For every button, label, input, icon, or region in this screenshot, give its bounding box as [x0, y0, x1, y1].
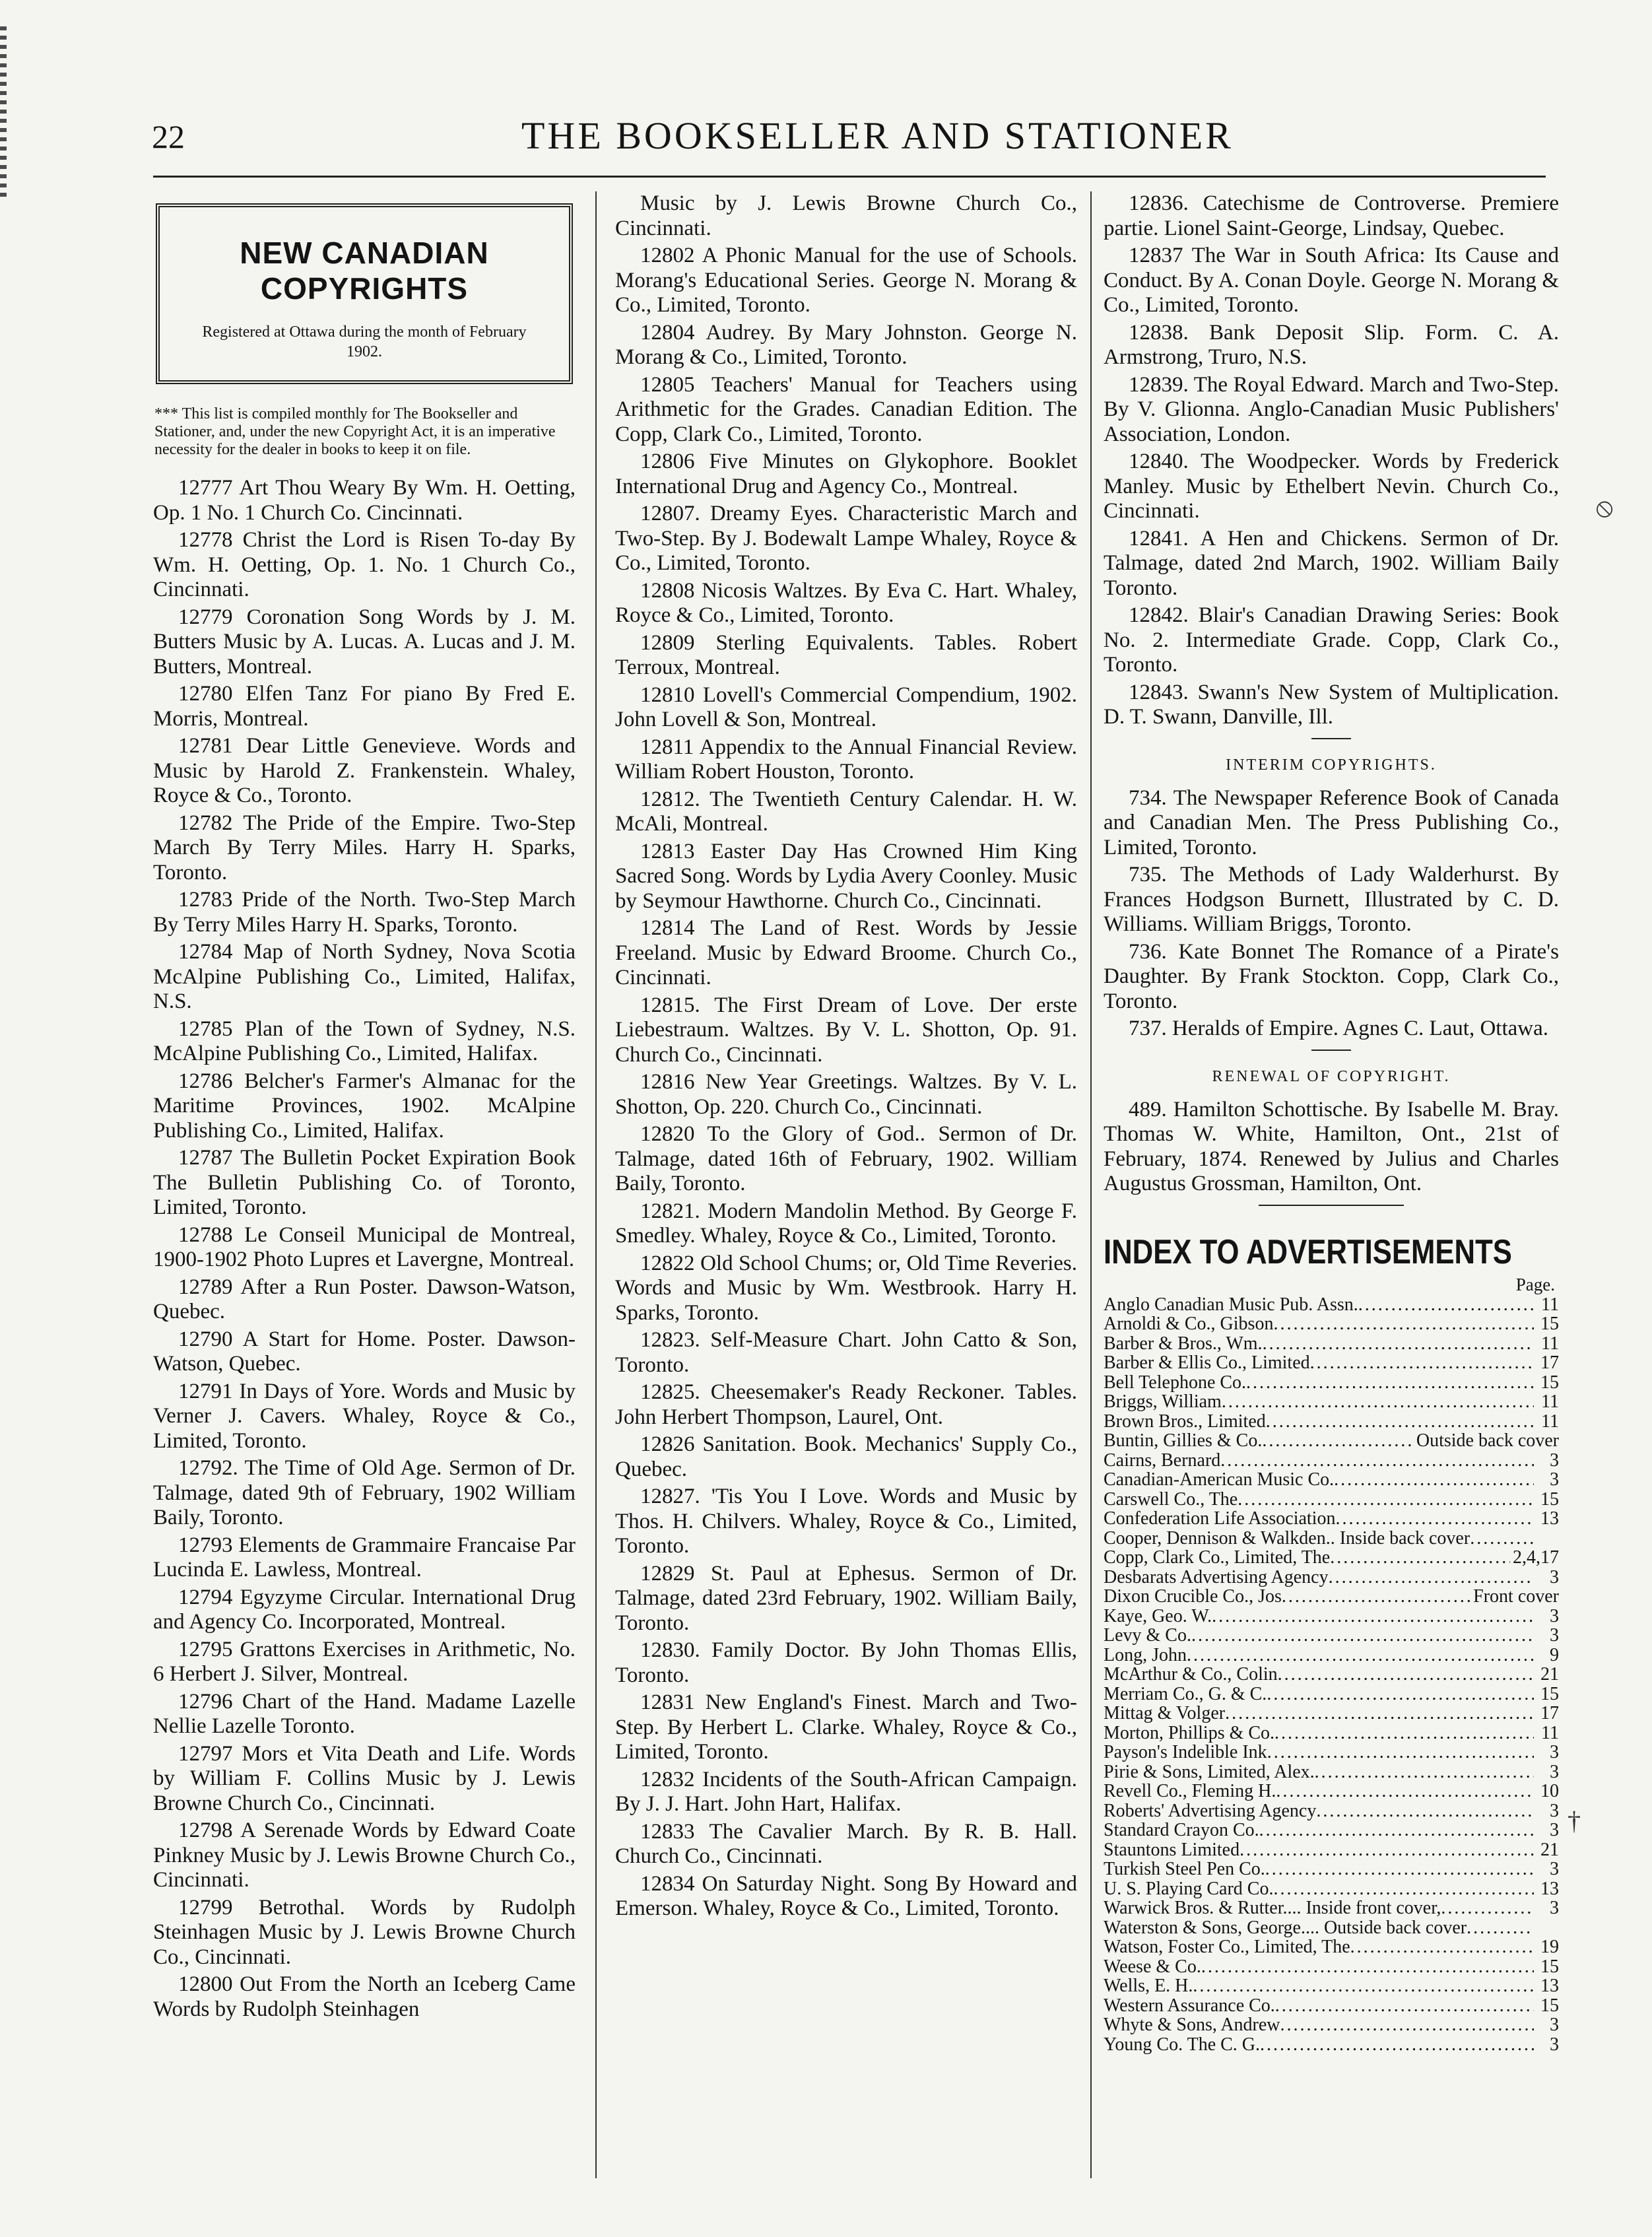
copyrights-notice-box [156, 203, 573, 384]
advertiser-page: 17 [1540, 1352, 1559, 1373]
advertiser-name: Canadian-American Music Co. [1104, 1469, 1335, 1490]
column-1 [153, 191, 576, 2178]
leader-dots [1191, 1626, 1534, 1646]
copyright-entry: 12785 Plan of the Town of Sydney, N.S. McAlpine Publishing Co., Limited, Halifax. [153, 1017, 576, 1065]
leader-dots [1282, 1587, 1470, 1607]
advertiser-name: Merriam Co., G. & C. [1104, 1683, 1267, 1704]
index-row [1104, 1820, 1559, 1840]
renewal-heading: RENEWAL OF COPYRIGHT. [1212, 1067, 1451, 1085]
index-row [1104, 1314, 1559, 1334]
index-row [1104, 1665, 1559, 1685]
advertiser-page: 11 [1541, 1411, 1559, 1432]
copyright-entry: 12823. Self-Measure Chart. John Catto & Son, Toronto. [615, 1328, 1077, 1377]
leader-dots [1330, 1548, 1510, 1568]
index-row [1104, 1782, 1559, 1801]
advertiser-page: 9 [1550, 1644, 1559, 1665]
copyright-entry: 12815. The First Dream of Love. Der erste Liebestraum. Waltzes. By V. L. Shotton, Op. 91. Church Co., Cincinnati. [615, 993, 1077, 1067]
copyright-entry: 12809 Sterling Equivalents. Tables. Robert Terroux, Montreal. [615, 630, 1077, 679]
index-row [1104, 1587, 1559, 1607]
copyright-entry: 12795 Grattons Exercises in Arithmetic, No. 6 Herbert J. Silver, Montreal. [153, 1637, 576, 1686]
index-row [1104, 1743, 1559, 1762]
advertiser-page: 3 [1550, 2015, 1559, 2035]
advertiser-page: 3 [1550, 1859, 1559, 1879]
interim-entry: 734. The Newspaper Reference Book of Canada and Canadian Men. The Press Publishing Co., Limited, Toronto. [1104, 785, 1559, 859]
leader-dots [1350, 1937, 1534, 1957]
index-row [1104, 1334, 1559, 1354]
index-row [1104, 1392, 1559, 1412]
index-row [1104, 1431, 1559, 1451]
advertiser-page: 15 [1540, 1314, 1559, 1334]
copyright-entry: 12839. The Royal Edward. March and Two-Step. By V. Glionna. Anglo-Canadian Music Publishers' Association, London. [1104, 372, 1559, 446]
leader-dots [1260, 2035, 1534, 2055]
interim-entries [1104, 786, 1559, 1042]
copyright-entry: 12843. Swann's New System of Multiplication. D. T. Swann, Danville, Ill. [1104, 680, 1559, 729]
advertiser-page: 15 [1540, 1372, 1559, 1393]
advertiser-page: 21 [1540, 1664, 1559, 1685]
advertiser-page: 21 [1540, 1839, 1559, 1860]
index-row [1104, 1490, 1559, 1510]
advertiser-name: Western Assurance Co. [1104, 1995, 1275, 2016]
advertiser-page: 2,4,17 [1513, 1547, 1559, 1568]
copyright-entry: 12831 New England's Finest. March and Two-Step. By Herbert L. Clarke. Whaley, Royce & Co., Limited, Toronto. [615, 1690, 1077, 1764]
index-row [1104, 1373, 1559, 1393]
copyright-entry: 12799 Betrothal. Words by Rudolph Steinhagen Music by J. Lewis Browne Church Co., Cincinnati. [153, 1895, 576, 1969]
advertiser-name: Payson's Indelible Ink [1104, 1742, 1267, 1762]
copyright-entry: 12797 Mors et Vita Death and Life. Words by William F. Collins Music by J. Lewis Browne Church Co., Cincinnati. [153, 1741, 576, 1815]
leader-dots [1187, 1646, 1534, 1665]
section-rule [1311, 1050, 1351, 1051]
advertiser-name: Briggs, William [1104, 1391, 1222, 1412]
index-row [1104, 1529, 1559, 1549]
copyright-entry: 12778 Christ the Lord is Risen To-day By Wm. H. Oetting, Op. 1. No. 1 Church Co., Cincinnati. [153, 528, 576, 601]
journal-title: THE BOOKSELLER AND STATIONER [521, 114, 1234, 157]
advertiser-page: 3 [1550, 1625, 1559, 1646]
notice-subtitle: Registered at Ottawa during the month of February 1902. [202, 323, 527, 360]
column-divider [1090, 191, 1092, 2178]
advertiser-name: Weese & Co. [1104, 1956, 1201, 1977]
index-row [1104, 1801, 1559, 1821]
margin-mark-icon: ⦸ [1596, 492, 1614, 522]
leader-dots [1280, 2015, 1534, 2035]
advertiser-page: 15 [1540, 1488, 1559, 1510]
copyright-entry: 12789 After a Run Poster. Dawson-Watson, Quebec. [153, 1275, 576, 1323]
advertiser-name: Arnoldi & Co., Gibson [1104, 1314, 1274, 1334]
advertiser-name: Confederation Life Association [1104, 1508, 1336, 1529]
column-3 [1104, 191, 1559, 2178]
index-row [1104, 1295, 1559, 1315]
index-row [1104, 1898, 1559, 1918]
advertiser-name: Long, John [1104, 1644, 1187, 1665]
copyright-entry: 12780 Elfen Tanz For piano By Fred E. Morris, Montreal. [153, 682, 576, 731]
advertiser-name: Carswell Co., The [1104, 1488, 1238, 1510]
advertiser-name: Mittag & Volger [1104, 1703, 1226, 1723]
index-row [1104, 1957, 1559, 1977]
index-row [1104, 1470, 1559, 1490]
copyright-entry: 12793 Elements de Grammaire Francaise Par Lucinda E. Lawless, Montreal. [153, 1533, 576, 1582]
index-row [1104, 1937, 1559, 1957]
column-2-entries [615, 191, 1077, 1921]
leader-dots [1274, 1723, 1534, 1743]
leader-dots [1225, 1704, 1534, 1723]
advertiser-page: 3 [1550, 1566, 1559, 1587]
advertiser-page: 3 [1550, 1761, 1559, 1782]
leader-dots [1358, 1295, 1534, 1315]
copyright-entry: 12813 Easter Day Has Crowned Him King Sacred Song. Words by Lydia Avery Coonley. Music by Seymour Hawthorne. Church Co., Cincinnati. [615, 839, 1077, 913]
leader-dots [1467, 1918, 1534, 1938]
index-row [1104, 1353, 1559, 1373]
advertiser-name: Revell Co., Fleming H. [1104, 1781, 1276, 1801]
margin-mark-icon: † [1568, 1806, 1581, 1836]
leader-dots [1263, 1334, 1534, 1354]
index-row [1104, 1568, 1559, 1587]
copyright-entry: 12783 Pride of the North. Two-Step March By Terry Miles Harry H. Sparks, Toronto. [153, 888, 576, 937]
leader-dots [1334, 1470, 1534, 1490]
copyright-entry: 12786 Belcher's Farmer's Almanac for the Maritime Provinces, 1902. McAlpine Publishing Co., Limited, Halifax. [153, 1069, 576, 1143]
copyright-entry: 12782 The Pride of the Empire. Two-Step March By Terry Miles. Harry H. Sparks, Toronto. [153, 811, 576, 885]
copyright-entry: 12810 Lovell's Commercial Compendium, 1902. John Lovell & Son, Montreal. [615, 683, 1077, 731]
copyright-entry: 12805 Teachers' Manual for Teachers using Arithmetic for the Grades. Canadian Edition. The Copp, Clark Co., Limited, Toronto. [615, 372, 1077, 446]
header-rule [153, 176, 1546, 178]
copyright-entry: 12812. The Twentieth Century Calendar. H. W. McAli, Montreal. [615, 787, 1077, 836]
copyright-entry: 12833 The Cavalier March. By R. B. Hall. Church Co., Cincinnati. [615, 1819, 1077, 1868]
copyright-entry: 12832 Incidents of the South-African Campaign. By J. J. Hart. John Hart, Halifax. [615, 1767, 1077, 1816]
copyright-entry: 12798 A Serenade Words by Edward Coate Pinkney Music by J. Lewis Browne Church Co., Cincinnati. [153, 1819, 576, 1892]
notice-title: NEW CANADIAN COPYRIGHTS [240, 236, 489, 306]
margin-marks [0, 26, 7, 198]
leader-dots [1278, 1665, 1534, 1685]
copyright-entry: 12804 Audrey. By Mary Johnston. George N. Morang & Co., Limited, Toronto. [615, 320, 1077, 369]
advertiser-page [1534, 1918, 1559, 1938]
advertiser-page: 11 [1541, 1391, 1559, 1412]
leader-dots [1316, 1801, 1534, 1821]
copyright-entry: 12829 St. Paul at Ephesus. Sermon of Dr. Talmage, dated 23rd February, 1902. William Baily, Toronto. [615, 1561, 1077, 1635]
advertiser-page: 19 [1540, 1937, 1559, 1957]
advertiser-name: Buntin, Gillies & Co. [1104, 1430, 1263, 1451]
advertiser-page: 3 [1550, 1605, 1559, 1626]
copyright-entry: 12802 A Phonic Manual for the use of Schools. Morang's Educational Series. George N. Morang & Co., Limited, Toronto. [615, 244, 1077, 317]
copyright-entry: 12790 A Start for Home. Poster. Dawson-Watson, Quebec. [153, 1327, 576, 1376]
leader-dots [1238, 1490, 1534, 1510]
copyright-entry: 12834 On Saturday Night. Song By Howard and Emerson. Whaley, Royce & Co., Limited, Toronto. [615, 1871, 1077, 1920]
advertiser-page: 13 [1540, 1976, 1559, 1996]
advertiser-page: Front cover [1473, 1586, 1559, 1607]
section-rule [1311, 738, 1351, 739]
leader-dots [1193, 1976, 1534, 1996]
index-row [1104, 1685, 1559, 1704]
copyright-entry: 12814 The Land of Rest. Words by Jessie Freeland. Music by Edward Broome. Church Co., Cincinnati. [615, 916, 1077, 989]
advertiser-page: 11 [1541, 1333, 1559, 1354]
copyright-entry: 12841. A Hen and Chickens. Sermon of Dr. Talmage, dated 2nd March, 1902. William Baily Toronto. [1104, 526, 1559, 600]
leader-dots [1441, 1898, 1534, 1918]
leader-dots [1259, 1820, 1534, 1840]
copyright-entry: 12842. Blair's Canadian Drawing Series: Book No. 2. Intermediate Grade. Copp, Clark Co., Toronto. [1104, 603, 1559, 677]
column-1-entries [153, 476, 576, 2022]
advertiser-page: 15 [1540, 1683, 1559, 1704]
copyright-entry: 12794 Egyzyme Circular. International Drug and Agency Co. Incorporated, Montreal. [153, 1585, 576, 1634]
index-row [1104, 1996, 1559, 2016]
copyright-entry: 12796 Chart of the Hand. Madame Lazelle Nellie Lazelle Toronto. [153, 1689, 576, 1738]
compiled-note: *** This list is compiled monthly for The Bookseller and Stationer, and, under the new Copyright Act, it is an imperative necessity for the dealer in books to keep it on file. [154, 405, 556, 458]
column-2 [615, 191, 1077, 2178]
copyright-entry: 12830. Family Doctor. By John Thomas Ellis, Toronto. [615, 1638, 1077, 1687]
copyright-entry: 12840. The Woodpecker. Words by Frederick Manley. Music by Ethelbert Nevin. Church Co., Cincinnati. [1104, 450, 1559, 523]
interim-entry: 736. Kate Bonnet The Romance of a Pirate's Daughter. By Frank Stockton. Copp, Clark Co., Toronto. [1104, 939, 1559, 1013]
advertiser-name: Young Co. The C. G. [1104, 2034, 1261, 2055]
leader-dots [1212, 1607, 1534, 1626]
advertiser-page: 15 [1540, 1956, 1559, 1977]
leader-dots [1329, 1568, 1534, 1587]
section-rule [1259, 1205, 1404, 1206]
advertiser-name: Roberts' Advertising Agency [1104, 1800, 1317, 1821]
advertiser-name: Brown Bros., Limited [1104, 1411, 1266, 1432]
copyright-entry: 12820 To the Glory of God.. Sermon of Dr. Talmage, dated 16th of February, 1902. William Baily, Toronto. [615, 1122, 1077, 1195]
leader-dots [1315, 1762, 1534, 1782]
leader-dots [1266, 1412, 1534, 1432]
leader-dots [1239, 1840, 1534, 1860]
leader-dots [1267, 1685, 1534, 1704]
advertiser-name: Barber & Bros., Wm. [1104, 1333, 1263, 1354]
advertiser-name: Turkish Steel Pen Co. [1104, 1859, 1265, 1879]
leader-dots [1275, 1996, 1534, 2016]
index-row [1104, 1859, 1559, 1879]
advertiser-name: Anglo Canadian Music Pub. Assn. [1104, 1294, 1358, 1315]
advertiser-page: Outside back cover [1416, 1430, 1559, 1451]
leader-dots [1276, 1782, 1534, 1801]
leader-dots [1201, 1957, 1534, 1977]
index-row [1104, 1509, 1559, 1529]
index-row [1104, 1704, 1559, 1723]
copyright-entry: 12779 Coronation Song Words by J. M. Butters Music by A. Lucas. A. Lucas and J. M. Butters, Montreal. [153, 605, 576, 679]
advertiser-page: 3 [1550, 1800, 1559, 1821]
page-header [139, 114, 1538, 166]
renewal-entries [1104, 1098, 1559, 1197]
copyright-entry: 12825. Cheesemaker's Ready Reckoner. Tables. John Herbert Thompson, Laurel, Ont. [615, 1380, 1077, 1429]
index-row [1104, 1451, 1559, 1471]
column-3-entries [1104, 191, 1559, 730]
advertiser-name: Desbarats Advertising Agency [1104, 1566, 1329, 1587]
advertiser-name: Bell Telephone Co. [1104, 1372, 1247, 1393]
copyright-entry: 12807. Dreamy Eyes. Characteristic March and Two-Step. By J. Bodewalt Lampe Whaley, Royce & Co., Limited, Toronto. [615, 502, 1077, 575]
advertiser-page: 3 [1550, 1450, 1559, 1471]
interim-heading: INTERIM COPYRIGHTS. [1226, 756, 1437, 774]
index-row [1104, 1646, 1559, 1665]
index-page-label: Page. [1515, 1274, 1555, 1294]
copyright-entry: 12806 Five Minutes on Glykophore. Booklet International Drug and Agency Co., Montreal. [615, 450, 1077, 498]
advertiser-name: McArthur & Co., Colin [1104, 1664, 1278, 1685]
leader-dots [1273, 1879, 1534, 1899]
advertiser-name: Warwick Bros. & Rutter.... Inside front cover, [1104, 1898, 1441, 1918]
index-row [1104, 1412, 1559, 1432]
advertiser-page: 17 [1540, 1703, 1559, 1723]
leader-dots [1335, 1509, 1534, 1529]
leader-dots [1470, 1529, 1534, 1549]
index-row [1104, 2015, 1559, 2035]
copyright-entry: 12808 Nicosis Waltzes. By Eva C. Hart. Whaley, Royce & Co., Limited, Toronto. [615, 578, 1077, 627]
advertiser-name: Morton, Phillips & Co. [1104, 1722, 1275, 1743]
leader-dots [1267, 1743, 1534, 1762]
leader-dots [1222, 1392, 1534, 1412]
advertiser-page: 3 [1550, 1742, 1559, 1762]
index-row [1104, 1548, 1559, 1568]
advertiser-name: Kaye, Geo. W. [1104, 1605, 1212, 1626]
advertiser-name: Barber & Ellis Co., Limited [1104, 1352, 1310, 1373]
copyright-entry: 12827. 'Tis You I Love. Words and Music by Thos. H. Chilvers. Whaley, Royce & Co., Limited, Toronto. [615, 1485, 1077, 1558]
copyright-entry: 12777 Art Thou Weary By Wm. H. Oetting, Op. 1 No. 1 Church Co. Cincinnati. [153, 476, 576, 525]
advertiser-name: Dixon Crucible Co., Jos [1104, 1586, 1282, 1607]
advertiser-page: 10 [1540, 1781, 1559, 1801]
renewal-entry: 489. Hamilton Schottische. By Isabelle M. Bray. Thomas W. White, Hamilton, Ont., 21st of February, 1874. Renewed by Julius and Charles Augustus Grossman, Hamilton, Ont. [1104, 1097, 1559, 1195]
index-row [1104, 1762, 1559, 1782]
leader-dots [1262, 1431, 1414, 1451]
advertiser-page [1534, 1529, 1559, 1549]
copyright-entry: 12836. Catechisme de Controverse. Premiere partie. Lionel Saint-George, Lindsay, Quebec. [1104, 191, 1559, 240]
advertiser-name: Watson, Foster Co., Limited, The [1104, 1937, 1350, 1957]
advertiser-page: 15 [1540, 1995, 1559, 2016]
index-row [1104, 1626, 1559, 1646]
advertiser-name: Waterston & Sons, George.... Outside back cover [1104, 1917, 1467, 1938]
leader-dots [1220, 1451, 1534, 1471]
interim-entry: 737. Heralds of Empire. Agnes C. Laut, Ottawa. [1129, 1017, 1549, 1040]
advertiser-name: Cairns, Bernard [1104, 1450, 1221, 1471]
index-row [1104, 1607, 1559, 1626]
copyright-entry: 12781 Dear Little Genevieve. Words and Music by Harold Z. Frankenstein. Whaley, Royce & Co., Toronto. [153, 734, 576, 807]
advertiser-page: 11 [1541, 1294, 1559, 1315]
copyright-entry: 12784 Map of North Sydney, Nova Scotia McAlpine Publishing Co., Limited, Halifax, N.S. [153, 940, 576, 1013]
copyright-entry: 12821. Modern Mandolin Method. By George F. Smedley. Whaley, Royce & Co., Limited, Toronto. [615, 1199, 1077, 1248]
copyright-entry: 12788 Le Conseil Municipal de Montreal, 1900-1902 Photo Lupres et Lavergne, Montreal. [153, 1222, 576, 1271]
advertiser-page: 13 [1540, 1508, 1559, 1529]
index-row [1104, 1918, 1559, 1938]
index-row [1104, 1723, 1559, 1743]
copyright-entry: Music by J. Lewis Browne Church Co., Cincinnati. [615, 191, 1077, 240]
advertiser-name: Whyte & Sons, Andrew [1104, 2015, 1280, 2035]
interim-entry: 735. The Methods of Lady Walderhurst. By Frances Hodgson Burnett, Illustrated by C. D. Williams. William Briggs, Toronto. [1104, 863, 1559, 936]
advertiser-name: Stauntons Limited [1104, 1839, 1240, 1860]
advertiser-name: Wells, E. H. [1104, 1976, 1193, 1996]
copyright-entry: 12838. Bank Deposit Slip. Form. C. A. Armstrong, Truro, N.S. [1104, 320, 1559, 369]
copyright-entry: 12816 New Year Greetings. Waltzes. By V. L. Shotton, Op. 220. Church Co., Cincinnati. [615, 1070, 1077, 1119]
advertiser-page: 3 [1550, 1469, 1559, 1490]
advertiser-page: 3 [1550, 1820, 1559, 1840]
advertiser-name: Standard Crayon Co. [1104, 1820, 1259, 1840]
copyright-entry: 12800 Out From the North an Iceberg Came Words by Rudolph Steinhagen [153, 1972, 576, 2021]
leader-dots [1246, 1373, 1534, 1393]
copyright-entry: 12826 Sanitation. Book. Mechanics' Supply Co., Quebec. [615, 1432, 1077, 1481]
leader-dots [1310, 1353, 1534, 1373]
index-row [1104, 1840, 1559, 1860]
index-row [1104, 1879, 1559, 1899]
leader-dots [1265, 1859, 1534, 1879]
advertiser-page: 11 [1541, 1722, 1559, 1743]
index-title: INDEX TO ADVERTISEMENTS [1104, 1232, 1512, 1271]
copyright-entry: 12837 The War in South Africa: Its Cause and Conduct. By A. Conan Doyle. George N. Morang & Co., Limited, Toronto. [1104, 244, 1559, 317]
advertiser-page: 13 [1540, 1878, 1559, 1899]
index-row [1104, 2035, 1559, 2055]
advertiser-name: Copp, Clark Co., Limited, The [1104, 1547, 1331, 1568]
copyright-entry: 12822 Old School Chums; or, Old Time Reveries. Words and Music by Wm. Westbrook. Harry H. Sparks, Toronto. [615, 1251, 1077, 1325]
copyright-entry: 12787 The Bulletin Pocket Expiration Book The Bulletin Publishing Co. of Toronto, Limited, Toronto. [153, 1146, 576, 1219]
column-divider [595, 191, 597, 2178]
advertiser-name: Pirie & Sons, Limited, Alex. [1104, 1761, 1315, 1782]
leader-dots [1273, 1314, 1534, 1334]
index-rows [1104, 1295, 1559, 2055]
copyright-entry: 12791 In Days of Yore. Words and Music by Verner J. Cavers. Whaley, Royce & Co., Limited, Toronto. [153, 1379, 576, 1453]
page-number: 22 [152, 118, 185, 155]
advertiser-page: 3 [1550, 1898, 1559, 1918]
advertiser-name: Levy & Co. [1104, 1625, 1191, 1646]
copyright-entry: 12811 Appendix to the Annual Financial Review. William Robert Houston, Toronto. [615, 735, 1077, 784]
advertiser-page: 3 [1550, 2034, 1559, 2055]
advertiser-name: Cooper, Dennison & Walkden.. Inside back cover [1104, 1527, 1470, 1549]
advertiser-name: U. S. Playing Card Co. [1104, 1878, 1274, 1899]
copyright-entry: 12792. The Time of Old Age. Sermon of Dr. Talmage, dated 9th of February, 1902 William Baily, Toronto. [153, 1456, 576, 1529]
index-row [1104, 1976, 1559, 1996]
